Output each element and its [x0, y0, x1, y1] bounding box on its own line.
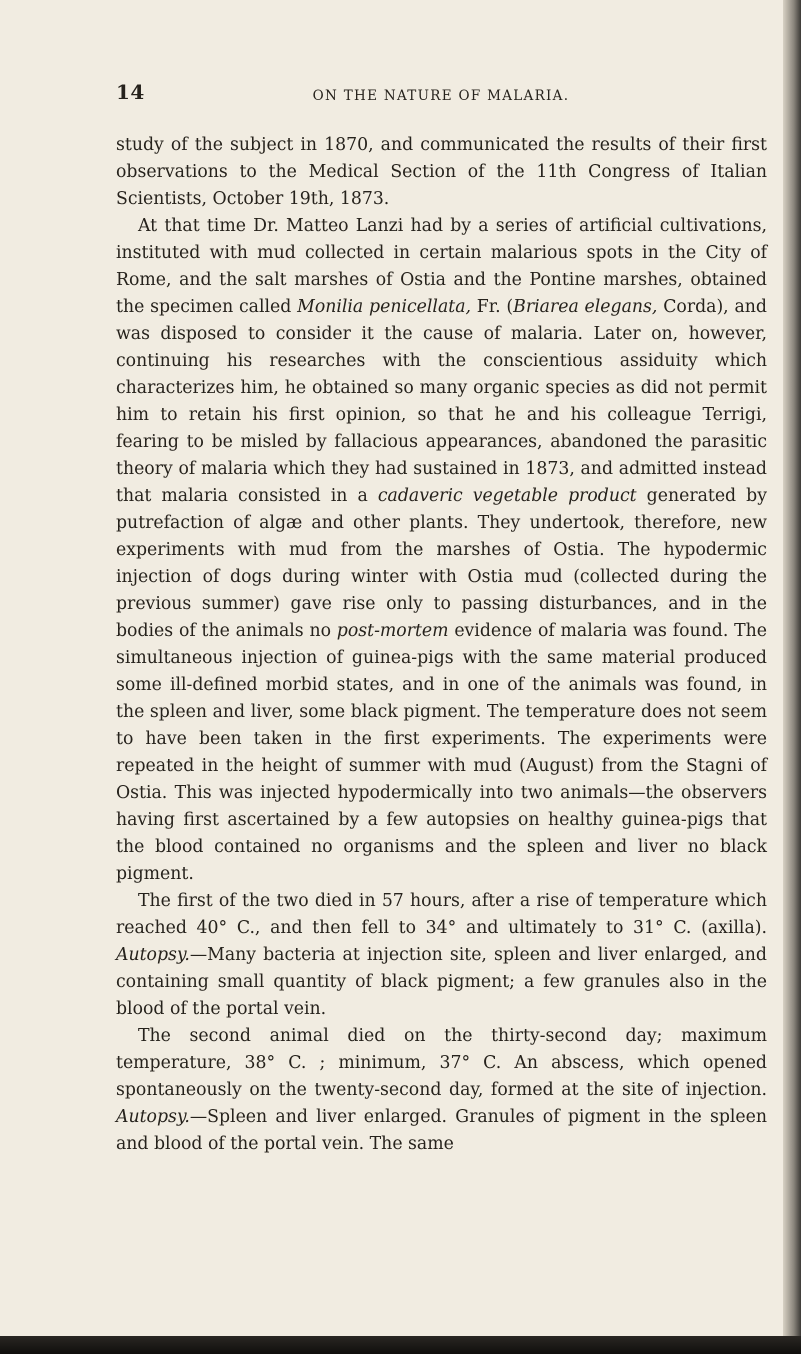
bottom-edge	[0, 1336, 801, 1354]
text-run: generated by putrefaction of algæ and other plants. They undertook, therefore, new experiments with mud from the marshes of Ostia. The hypodermic injection of dogs during winter with Ostia mud (collected during the previous summer) gave rise only to passing disturbances, and in the bodies of the animals no	[116, 486, 767, 641]
body-text	[116, 132, 767, 1158]
italic-text-run: cadaveric vegetable product	[377, 486, 637, 506]
paragraph	[116, 888, 767, 1023]
italic-text-run: Autopsy.	[116, 945, 190, 965]
text-run: At that time Dr. Matteo Lanzi had by a series of artificial cultivations, instituted with mud collected in certain malarious spots in the City of Rome, and the salt marshes of Ostia and the Pontine marshes, obtained the specimen called	[116, 216, 767, 317]
page-edge-shadow	[783, 0, 801, 1354]
paragraph	[116, 1023, 767, 1158]
text-run: —Spleen and liver enlarged. Granules of pigment in the spleen and blood of the portal vein. The same	[116, 1107, 767, 1154]
text-run: The second animal died on the thirty-second day; maximum temperature, 38° C. ; minimum, 37° C. An abscess, which opened spontaneously on the twenty-second day, formed at the site of injection.	[116, 1026, 767, 1100]
text-run: The first of the two died in 57 hours, after a rise of temperature which reached 40° C., and then fell to 34° and ultimately to 31° C. (axilla).	[116, 891, 767, 938]
running-head: ON THE NATURE OF MALARIA.	[312, 88, 570, 104]
paragraph	[116, 132, 767, 213]
text-run: study of the subject in 1870, and communicated the results of their first observations to the Medical Section of the 11th Congress of Italian Scientists, October 19th, 1873.	[116, 135, 767, 209]
italic-text-run: post-mortem	[336, 621, 449, 641]
text-run: Fr. (	[470, 297, 514, 317]
italic-text-run: Monilia penicellata,	[297, 297, 471, 317]
italic-text-run: Briarea elegans,	[513, 297, 658, 317]
text-run: evidence of malaria was found. The simultaneous injection of guinea-pigs with the same material produced some ill-defined morbid states, and in one of the animals was found, in the spleen and liver, some black pigment. The temperature does not seem to have been taken in the first experiments. The experiments were repeated in the height of summer with mud (August) from the Stagni of Ostia. This was injected hypodermically into two animals—the observers having first ascertained by a few autopsies on healthy guinea-pigs that the blood contained no organisms and the spleen and liver no black pigment.	[116, 621, 767, 884]
text-run: —Many bacteria at injection site, spleen and liver enlarged, and containing small quantity of black pigment; a few granules also in the blood of the portal vein.	[116, 945, 767, 1019]
paragraph	[116, 213, 767, 888]
page-number: 14	[116, 80, 145, 104]
text-run: Corda), and was disposed to consider it the cause of malaria. Later on, however, continuing his researches with the conscientious assiduity which characterizes him, he obtained so many organic species as did not permit him to retain his first opinion, so that he and his colleague Terrigi, fearing to be misled by fallacious appearances, abandoned the parasitic theory of malaria which they had sustained in 1873, and admitted instead that malaria consisted in a	[116, 297, 767, 506]
page-header	[116, 80, 766, 110]
italic-text-run: Autopsy.	[116, 1107, 190, 1127]
